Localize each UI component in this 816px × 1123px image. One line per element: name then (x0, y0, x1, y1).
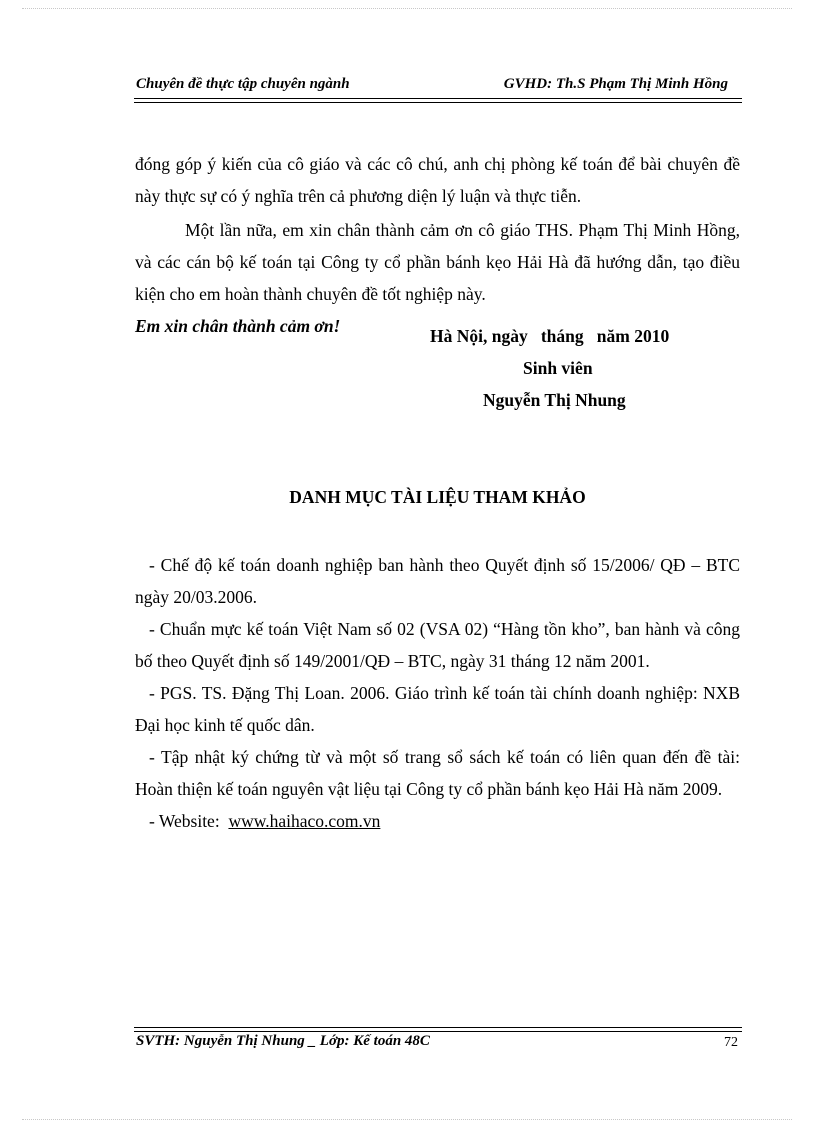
page-header (134, 76, 742, 98)
page-number: 72 (724, 1035, 738, 1050)
body-paragraph: đóng góp ý kiến của cô giáo và các cô chú, anh chị phòng kế toán để bài chuyên đề này thực sự có ý nghĩa trên cả phương diện lý luận và thực tiễn. (135, 153, 740, 206)
signature-name: Nguyễn Thị Nhung (483, 390, 626, 410)
header-rule (134, 98, 742, 103)
reference-website (135, 805, 740, 837)
body-paragraph: Một lần nữa, em xin chân thành cảm ơn cô giáo THS. Phạm Thị Minh Hồng, và các cán bộ kế toán tại Công ty cổ phần bánh kẹo Hải Hà đã hướng dẫn, tạo điều kiện cho em hoàn thành chuyên đề tốt nghiệp này. (135, 219, 740, 304)
references-list (135, 549, 740, 837)
thanks-line: Em xin chân thành cảm ơn! (135, 315, 341, 336)
footer-student: SVTH: Nguyễn Thị Nhung _ Lớp: Kế toán 48C (136, 1033, 430, 1049)
page-footer (134, 1033, 742, 1057)
reference-item: - PGS. TS. Đặng Thị Loan. 2006. Giáo trình kế toán tài chính doanh nghiệp: NXB Đại học kinh tế quốc dân. (135, 683, 740, 735)
reference-item: - Tập nhật ký chứng từ và một số trang sổ sách kế toán có liên quan đến đề tài: Hoàn thiện kế toán nguyên vật liệu tại Công ty cổ phần bánh kẹo Hải Hà năm 2009. (135, 747, 740, 799)
header-advisor: GVHD: Th.S Phạm Thị Minh Hồng (503, 76, 728, 92)
footer-rule (134, 1027, 742, 1032)
reference-item: - Chế độ kế toán doanh nghiệp ban hành theo Quyết định số 15/2006/ QĐ – BTC ngày 20/03.2006. (135, 555, 740, 607)
signature-role: Sinh viên (523, 358, 593, 378)
header-title: Chuyên đề thực tập chuyên ngành (136, 76, 350, 92)
references-title: DANH MỤC TÀI LIỆU THAM KHẢO (289, 487, 586, 507)
website-link[interactable]: www.haihaco.com.vn (228, 811, 381, 831)
reference-item: - Chuẩn mực kế toán Việt Nam số 02 (VSA 02) “Hàng tồn kho”, ban hành và công bố theo Quyết định số 149/2001/QĐ – BTC, ngày 31 tháng 12 năm 2001. (135, 619, 740, 671)
signature-date: Hà Nội, ngày tháng năm 2010 (430, 326, 670, 346)
website-label: - Website: (149, 811, 220, 831)
